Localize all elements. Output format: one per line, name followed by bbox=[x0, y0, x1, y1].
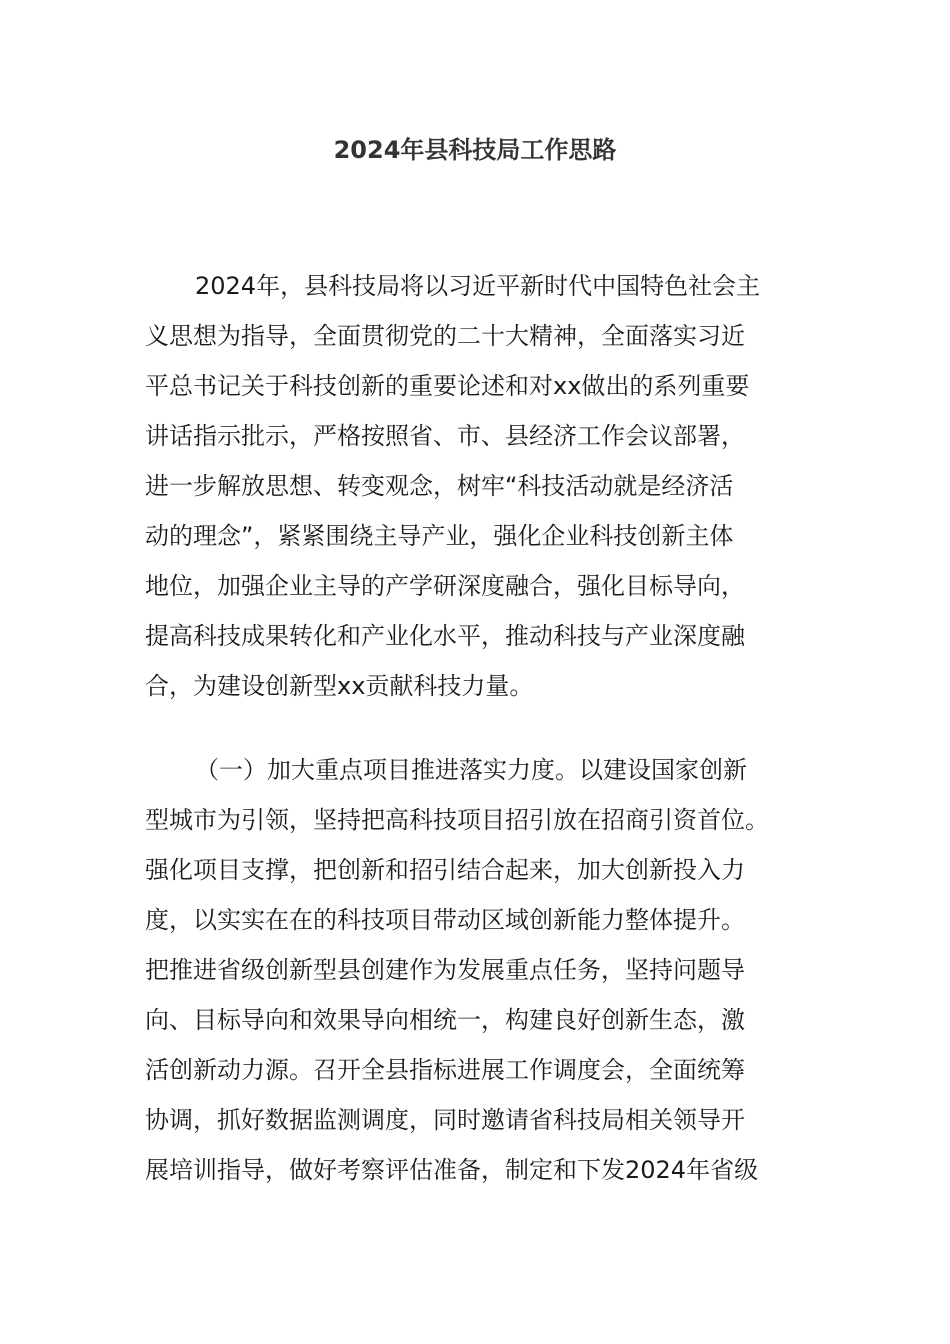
paragraph-line: 讲话指示批示，严格按照省、市、县经济工作会议部署， bbox=[145, 422, 745, 450]
paragraph-line: 度，以实实在在的科技项目带动区域创新能力整体提升。 bbox=[145, 906, 745, 934]
paragraph-line: 协调，抓好数据监测调度，同时邀请省科技局相关领导开 bbox=[145, 1106, 745, 1134]
paragraph-line: 2024年，县科技局将以习近平新时代中国特色社会主 bbox=[195, 272, 761, 300]
paragraph-line: 进一步解放思想、转变观念，树牢“科技活动就是经济活 bbox=[145, 472, 734, 500]
paragraph-line: 活创新动力源。召开全县指标进展工作调度会，全面统筹 bbox=[145, 1056, 745, 1084]
paragraph-line: 型城市为引领，坚持把高科技项目招引放在招商引资首位。 bbox=[145, 806, 769, 834]
paragraph-line: 动的理念”，紧紧围绕主导产业，强化企业科技创新主体 bbox=[145, 522, 734, 550]
paragraph-line: 义思想为指导，全面贯彻党的二十大精神，全面落实习近 bbox=[145, 322, 745, 350]
paragraph-line: 提高科技成果转化和产业化水平，推动科技与产业深度融 bbox=[145, 622, 745, 650]
paragraph-line: 向、目标导向和效果导向相统一，构建良好创新生态，激 bbox=[145, 1006, 745, 1034]
paragraph-line: 展培训指导，做好考察评估准备，制定和下发2024年省级 bbox=[145, 1156, 759, 1184]
paragraph-line: 合，为建设创新型xx贡献科技力量。 bbox=[145, 672, 534, 700]
document-title: 2024年县科技局工作思路 bbox=[333, 136, 617, 164]
paragraph-line: 把推进省级创新型县创建作为发展重点任务，坚持问题导 bbox=[145, 956, 745, 984]
paragraph-line: 强化项目支撑，把创新和招引结合起来，加大创新投入力 bbox=[145, 856, 745, 884]
paragraph-line: （一）加大重点项目推进落实力度。以建设国家创新 bbox=[195, 756, 747, 784]
paragraph-line: 地位，加强企业主导的产学研深度融合，强化目标导向， bbox=[145, 572, 745, 600]
paragraph-line: 平总书记关于科技创新的重要论述和对xx做出的系列重要 bbox=[145, 372, 750, 400]
